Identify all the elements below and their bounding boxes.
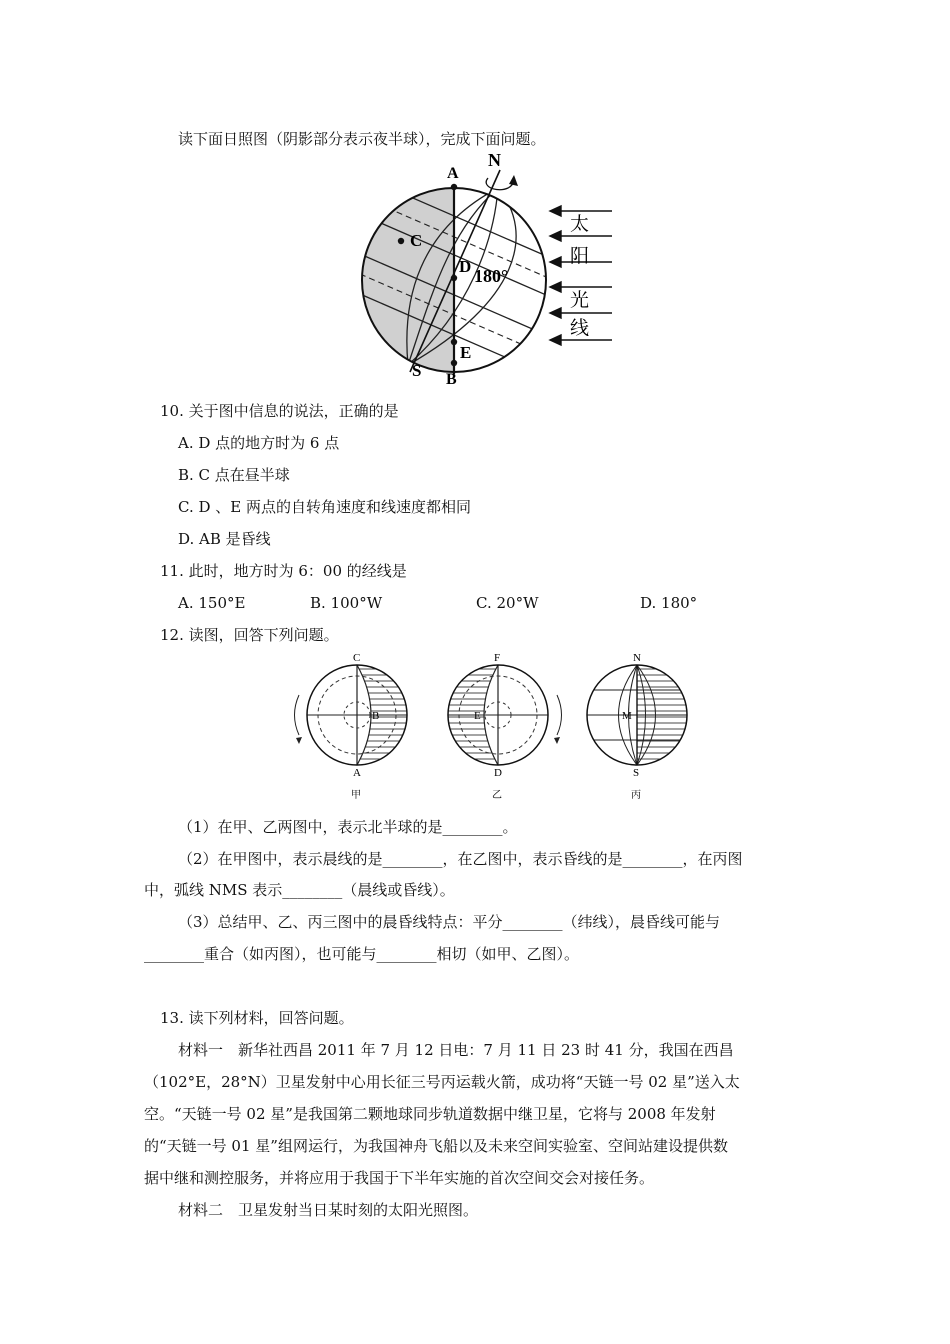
q10-option-d: D. AB 是昏线 (178, 530, 271, 548)
intro-text: 读下面日照图（阴影部分表示夜半球），完成下面问题。 (178, 130, 546, 148)
q12-stem: 12. 读图，回答下列问题。 (160, 626, 339, 644)
label-s: S (412, 361, 422, 380)
three-globes-diagram (285, 644, 705, 804)
jia-caption: 甲 (351, 790, 361, 801)
q12-part1: （1）在甲、乙两图中，表示北半球的是________。 (178, 818, 518, 836)
jia-top-label: C (353, 652, 361, 664)
q13-material1-line3: 空。“天链一号 02 星”是我国第二颗地球同步轨道数据中继卫星，它将与 2008 年发射 (144, 1105, 716, 1123)
q11-option-c: C. 20°W (476, 594, 539, 612)
sunlight-diagram (355, 148, 625, 388)
q11-option-a: A. 150°E (178, 594, 246, 612)
label-n: N (488, 150, 501, 170)
yi-top-label: F (494, 652, 501, 664)
q11-option-b: B. 100°W (310, 594, 383, 612)
point-a (451, 184, 457, 190)
q12-part3-line1: （3）总结甲、乙、丙三图中的晨昏线特点：平分________（纬线），晨昏线可能与 (178, 913, 721, 931)
rotation-arrow-icon (296, 737, 302, 744)
diagram-jia (295, 652, 421, 801)
diagram-bing (587, 652, 687, 801)
q13-stem: 13. 读下列材料，回答问题。 (160, 1009, 354, 1027)
q13-material2: 材料二 卫星发射当日某时刻的太阳光照图。 (178, 1201, 479, 1219)
label-180: 180° (474, 266, 509, 286)
yi-center-label: E (474, 710, 481, 722)
label-c: C (410, 231, 423, 250)
rotation-arrow-icon (554, 737, 560, 744)
q13-material1-line1: 材料一 新华社西昌 2011 年 7 月 12 日电：7 月 11 日 23 时 41 分，我国在西昌 (178, 1041, 734, 1059)
bing-bottom-label: S (633, 767, 640, 779)
point-b (451, 360, 457, 366)
bing-top-label: N (633, 652, 641, 664)
q13-material1-line5: 据中继和测控服务，并将应用于我国于下半年实施的首次空间交会对接任务。 (144, 1169, 655, 1187)
point-c (398, 238, 404, 244)
q12-part2-line1: （2）在甲图中，表示晨线的是________，在乙图中，表示昏线的是________，在丙图 (178, 850, 743, 868)
label-e: E (460, 343, 472, 362)
point-e (451, 339, 457, 345)
label-a: A (447, 165, 459, 182)
yi-bottom-label: D (494, 767, 502, 779)
label-d: D (459, 257, 472, 276)
point-d (451, 275, 457, 281)
q10-option-a: A. D 点的地方时为 6 点 (178, 434, 340, 452)
bing-center-label: M (622, 710, 632, 722)
q11-stem: 11. 此时，地方时为 6：00 的经线是 (160, 562, 407, 580)
q10-stem: 10. 关于图中信息的说法，正确的是 (160, 402, 399, 420)
sun-char-4: 线 (570, 318, 590, 339)
sun-char-1: 太 (570, 214, 590, 235)
q12-part3-line2: ________重合（如丙图），也可能与________相切（如甲、乙图）。 (144, 945, 580, 963)
q13-material1-line2: （102°E，28°N）卫星发射中心用长征三号丙运载火箭，成功将“天链一号 02 星”送入太 (144, 1073, 740, 1091)
jia-center-label: B (372, 710, 380, 722)
q10-option-c: C. D 、E 两点的自转角速度和线速度都相同 (178, 498, 471, 516)
yi-caption: 乙 (492, 790, 502, 801)
q13-material1-line4: 的“天链一号 01 星”组网运行，为我国神舟飞船以及未来空间实验室、空间站建设提供数 (144, 1137, 728, 1155)
rotation-arrow-icon (509, 175, 518, 186)
q12-part2-line2: 中，弧线 NMS 表示________（晨线或昏线）。 (144, 881, 455, 899)
sun-char-2: 阳 (570, 246, 590, 267)
q11-option-d: D. 180° (640, 594, 698, 612)
diagram-yi (440, 652, 562, 801)
label-b: B (446, 371, 457, 388)
sun-char-3: 光 (570, 290, 590, 311)
q10-option-b: B. C 点在昼半球 (178, 466, 290, 484)
jia-bottom-label: A (353, 767, 361, 779)
bing-caption: 丙 (631, 790, 641, 801)
